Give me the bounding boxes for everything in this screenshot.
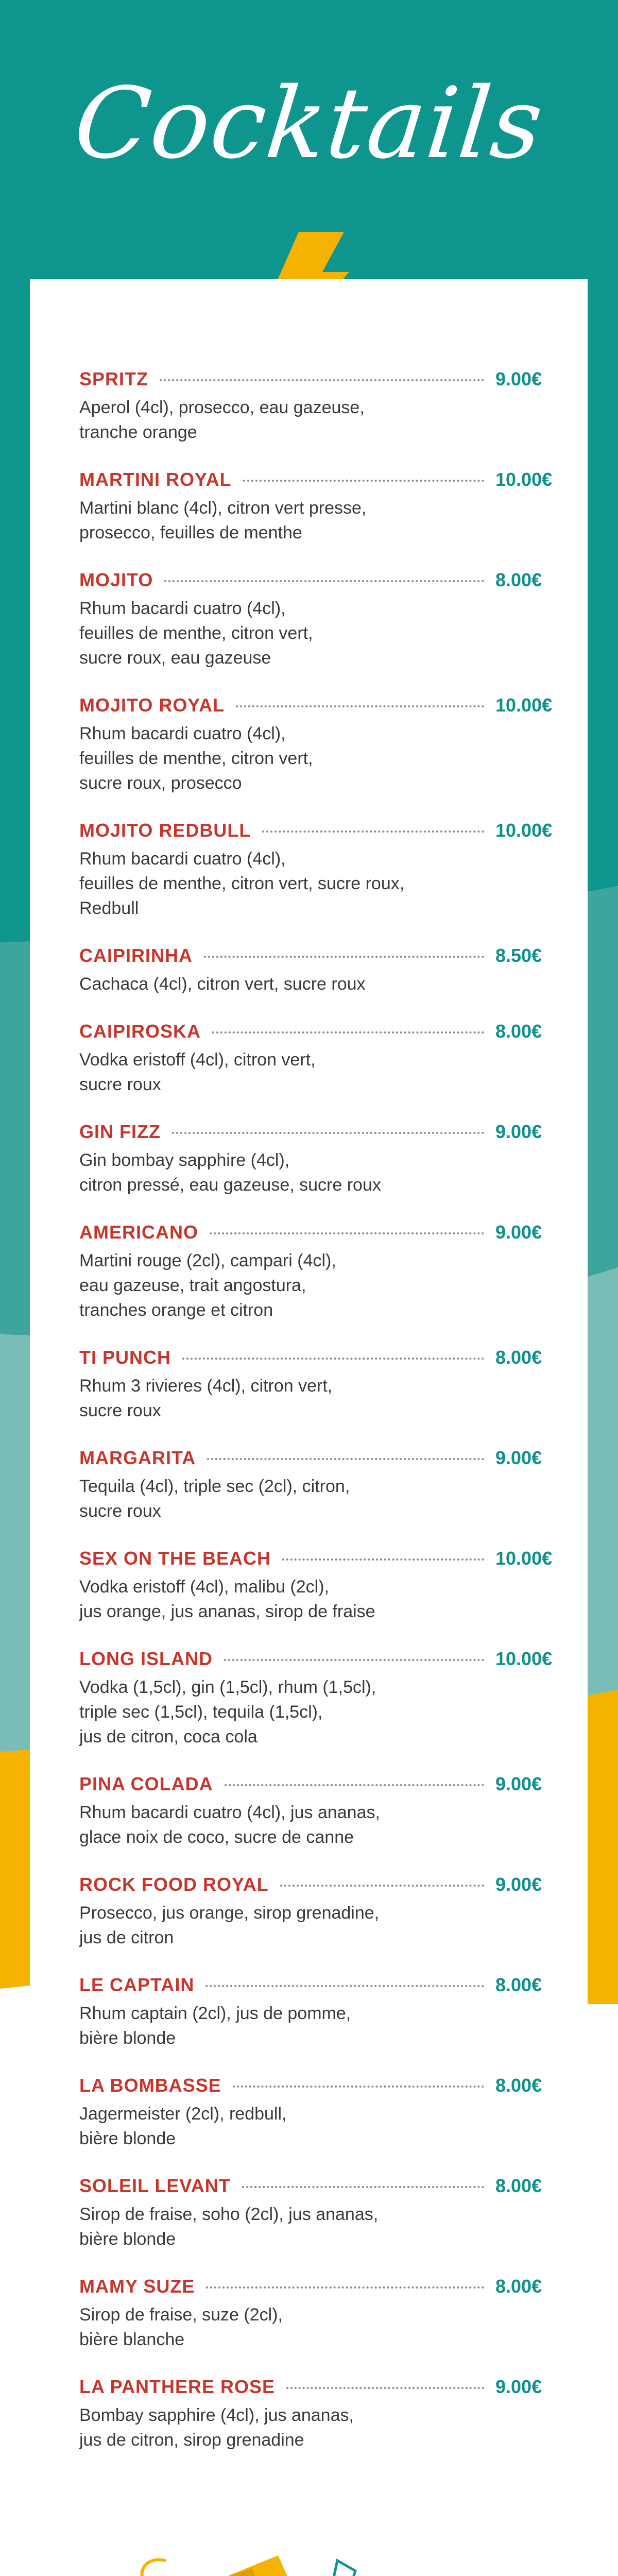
item-name: GIN FIZZ — [79, 1121, 161, 1142]
dotted-leader — [160, 379, 484, 381]
menu-item — [79, 820, 566, 921]
menu-item — [79, 1447, 566, 1523]
item-name: MAMY SUZE — [79, 2276, 195, 2297]
item-price: 8.00€ — [495, 569, 542, 590]
item-price: 8.00€ — [495, 2175, 542, 2196]
menu-item — [79, 945, 566, 996]
menu-item — [79, 1974, 566, 2050]
item-price: 9.00€ — [495, 1874, 542, 1895]
item-name: MOJITO — [79, 569, 153, 590]
straw-icon — [315, 2561, 355, 2576]
menu-item — [79, 2276, 566, 2352]
item-name: SPRITZ — [79, 368, 149, 389]
menu-item — [79, 1773, 566, 1850]
menu-item — [79, 694, 566, 795]
dotted-leader — [233, 2086, 484, 2088]
dotted-leader — [164, 580, 484, 582]
page-title: Cocktails — [69, 66, 549, 180]
menu-item — [79, 2075, 566, 2151]
item-description: Rhum 3 rivieres (4cl), citron vert, sucre roux — [79, 1376, 333, 1420]
menu-item — [79, 469, 566, 545]
item-price: 8.00€ — [495, 1021, 542, 1042]
dotted-leader — [212, 1031, 484, 1033]
item-price: 8.50€ — [495, 945, 542, 966]
item-description: Jagermeister (2cl), redbull, bière blonde — [79, 2104, 287, 2148]
item-name: LA BOMBASSE — [79, 2075, 221, 2096]
item-name: SEX ON THE BEACH — [79, 1548, 271, 1569]
item-price: 10.00€ — [495, 694, 553, 716]
item-description: Martini rouge (2cl), campari (4cl), eau gazeuse, trait angostura, tranches orange et citron — [79, 1251, 336, 1320]
menu-item — [79, 368, 566, 445]
item-name: CAIPIRINHA — [79, 945, 193, 966]
item-description: Cachaca (4cl), citron vert, sucre roux — [79, 974, 366, 994]
menu-item — [79, 1648, 566, 1749]
item-price: 10.00€ — [495, 469, 553, 490]
menu-item — [79, 1222, 566, 1323]
item-description: Sirop de fraise, soho (2cl), jus ananas, bière blonde — [79, 2205, 379, 2249]
item-name: LA PANTHERE ROSE — [79, 2376, 276, 2397]
item-name: MARGARITA — [79, 1447, 196, 1468]
item-description: Prosecco, jus orange, sirop grenadine, jus de citron — [79, 1903, 380, 1947]
item-price: 10.00€ — [495, 1548, 553, 1569]
item-name: CAIPIROSKA — [79, 1021, 201, 1042]
item-price: 9.00€ — [495, 2376, 542, 2397]
dotted-leader — [262, 831, 484, 833]
item-description: Aperol (4cl), prosecco, eau gazeuse, tranche orange — [79, 398, 365, 442]
dotted-leader — [242, 2186, 484, 2188]
dotted-leader — [225, 1784, 484, 1786]
umbrella-icon — [221, 2555, 299, 2576]
dotted-leader — [205, 1985, 484, 1987]
item-description: Vodka (1,5cl), gin (1,5cl), rhum (1,5cl), triple sec (1,5cl), tequila (1,5cl), jus de citron, coca cola — [79, 1677, 376, 1747]
dotted-leader — [282, 1558, 484, 1561]
smoke-doodle — [121, 2560, 196, 2576]
item-price: 8.00€ — [495, 1347, 542, 1368]
menu-item — [79, 1874, 566, 1950]
dotted-leader — [207, 1458, 484, 1460]
dotted-leader — [172, 1132, 484, 1134]
item-description: Rhum bacardi cuatro (4cl), jus ananas, glace noix de coco, sucre de canne — [79, 1803, 380, 1847]
item-price: 8.00€ — [495, 1974, 542, 1995]
dotted-leader — [182, 1358, 484, 1360]
item-price: 10.00€ — [495, 820, 553, 841]
item-description: Rhum bacardi cuatro (4cl), feuilles de menthe, citron vert, sucre roux, eau gazeuse — [79, 599, 313, 668]
item-description: Martini blanc (4cl), citron vert presse, prosecco, feuilles de menthe — [79, 498, 367, 543]
item-description: Rhum bacardi cuatro (4cl), feuilles de menthe, citron vert, sucre roux, Redbull — [79, 849, 405, 918]
item-description: Tequila (4cl), triple sec (2cl), citron, sucre roux — [79, 1477, 350, 1521]
dotted-leader — [210, 1232, 484, 1234]
dotted-leader — [224, 1659, 484, 1661]
dotted-leader — [280, 1885, 484, 1887]
item-price: 9.00€ — [495, 1773, 542, 1794]
item-name: MARTINI ROYAL — [79, 469, 232, 490]
menu-item — [79, 1548, 566, 1624]
item-price: 8.00€ — [495, 2276, 542, 2297]
menu-item — [79, 2376, 566, 2452]
item-name: LE CAPTAIN — [79, 1974, 195, 1995]
item-name: SOLEIL LEVANT — [79, 2175, 231, 2196]
item-description: Gin bombay sapphire (4cl), citron pressé, eau gazeuse, sucre roux — [79, 1150, 381, 1195]
menu-item — [79, 569, 566, 670]
item-price: 9.00€ — [495, 1447, 542, 1468]
dotted-leader — [204, 956, 484, 958]
item-price: 9.00€ — [495, 368, 542, 389]
item-price: 8.00€ — [495, 2075, 542, 2096]
item-description: Rhum captain (2cl), jus de pomme, bière blonde — [79, 2004, 351, 2048]
coconut-skull-illustration — [103, 2499, 433, 2576]
menu-item — [79, 1347, 566, 1423]
item-price: 9.00€ — [495, 1121, 542, 1142]
item-description: Rhum bacardi cuatro (4cl), feuilles de menthe, citron vert, sucre roux, prosecco — [79, 724, 313, 793]
item-description: Bombay sapphire (4cl), jus ananas, jus de citron, sirop grenadine — [79, 2405, 354, 2450]
item-price: 10.00€ — [495, 1648, 553, 1669]
dotted-leader — [206, 2286, 484, 2289]
menu-item — [79, 2175, 566, 2251]
menu-item — [79, 1121, 566, 1197]
item-name: ROCK FOOD ROYAL — [79, 1874, 269, 1895]
item-name: MOJITO REDBULL — [79, 820, 251, 841]
item-price: 9.00€ — [495, 1222, 542, 1243]
item-name: LONG ISLAND — [79, 1648, 213, 1669]
header — [0, 46, 618, 201]
dotted-leader — [286, 2387, 484, 2389]
dotted-leader — [236, 705, 484, 707]
item-description: Vodka eristoff (4cl), citron vert, sucre roux — [79, 1050, 316, 1094]
menu-item — [79, 1021, 566, 1097]
menu-card — [30, 279, 588, 2500]
item-name: TI PUNCH — [79, 1347, 171, 1368]
cocktail-menu — [79, 368, 566, 2477]
item-name: AMERICANO — [79, 1222, 198, 1243]
dotted-leader — [243, 480, 484, 482]
item-description: Vodka eristoff (4cl), malibu (2cl), jus orange, jus ananas, sirop de fraise — [79, 1577, 375, 1621]
item-name: MOJITO ROYAL — [79, 694, 225, 716]
item-name: PINA COLADA — [79, 1773, 213, 1794]
item-description: Sirop de fraise, suze (2cl), bière blanche — [79, 2305, 283, 2349]
